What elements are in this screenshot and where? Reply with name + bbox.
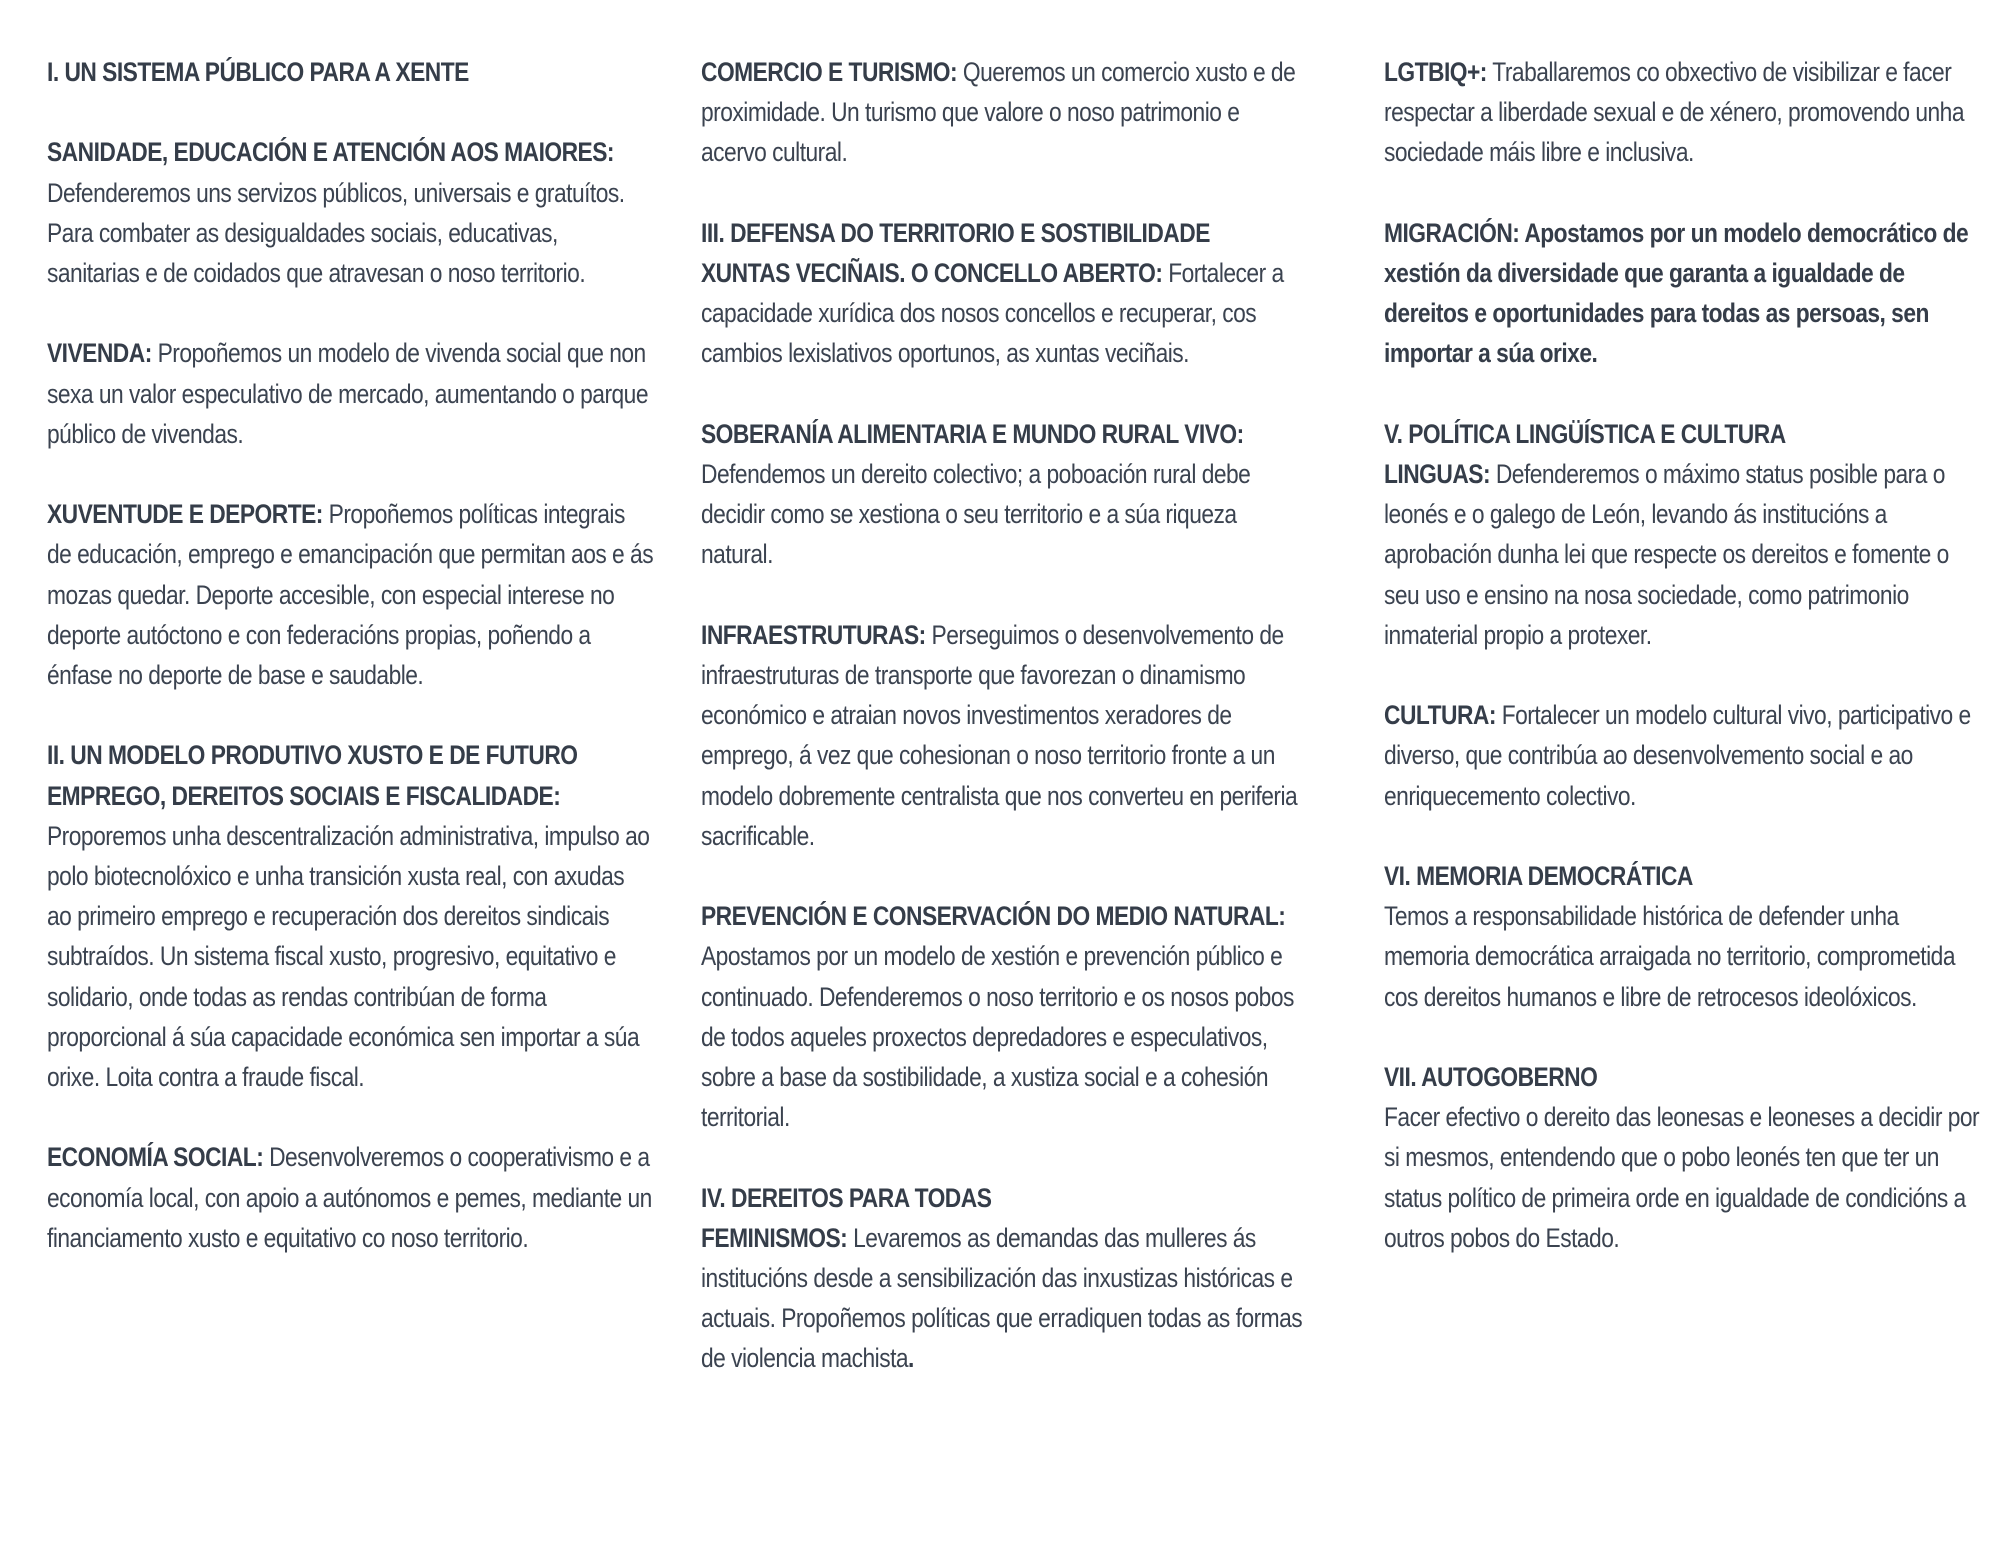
section-6-heading: VI. MEMORIA DEMOCRÁTICA <box>1384 861 1693 891</box>
vivenda-label: VIVENDA: <box>47 338 152 369</box>
section-1-heading: I. UN SISTEMA PÚBLICO PARA A XENTE <box>47 57 469 87</box>
paragraph-vivenda <box>47 333 653 454</box>
section-6-text: Temos a responsabilidade histórica de defender unha memoria democrática arraigada no territorio, comprometida cos dereitos humanos e libre de retrocesos ideolóxicos. <box>1384 901 1955 1012</box>
paragraph-prevencion <box>701 896 1303 1137</box>
emprego-label: EMPREGO, DEREITOS SOCIAIS E FISCALIDADE: <box>47 780 561 811</box>
cultura-text: Fortalecer un modelo cultural vivo, participativo e diverso, que contribúa ao desenvolvemento social e ao enriquecemento colectivo. <box>1384 700 1971 811</box>
paragraph-soberania <box>701 414 1303 575</box>
infra-text: Perseguimos o desenvolvemento de infraestruturas de transporte que favorezan o dinamismo económico e atraian novos investimentos xeradores de emprego, á vez que cohesionan o noso territorio fronte a un modelo dobremente centralista que nos converteu en periferia sacrificable. <box>701 619 1298 851</box>
comercio-text: Queremos un comercio xusto e de proximidade. Un turismo que valore o noso patrimonio e acervo cultural. <box>701 57 1296 168</box>
section-5-heading: V. POLÍTICA LINGÜÍSTICA E CULTURA <box>1384 418 1786 449</box>
economia-label: ECONOMÍA SOCIAL: <box>47 1142 264 1173</box>
paragraph-sanidade <box>47 132 653 293</box>
section-2-heading: II. UN MODELO PRODUTIVO XUSTO E DE FUTURO <box>47 740 578 771</box>
infra-label: INFRAESTRUTURAS: <box>701 619 926 650</box>
column-1 <box>47 52 653 1298</box>
linguas-text: Defenderemos o máximo status posible para o leonés e o galego de León, levando ás institucións a aprobación dunha lei que respecte os dereitos e fomente o seu uso e ensino na nosa sociedade, como patrimonio inmaterial propio a protexer. <box>1384 459 1949 650</box>
emprego-text: Proporemos unha descentralización administrativa, impulso ao polo biotecnolóxico e unha transición xusta real, con axudas ao primeiro emprego e recuperación dos dereitos sindicais subtraídos. Un sistema fiscal xusto, progresivo, equitativo e solidario, onde todas as rendas contribúan de forma proporcional á súa capacidade económica sen importar a súa orixe. Loita contra a fraude fiscal. <box>47 820 650 1093</box>
paragraph-economia <box>47 1137 653 1258</box>
section-6 <box>1384 856 1986 1017</box>
section-3-heading: III. DEFENSA DO TERRITORIO E SOSTIBILIDADE <box>701 217 1210 248</box>
section-7-text: Facer efectivo o dereito das leonesas e leoneses a decidir por si mesmos, entendendo que o pobo leonés ten que ter un status político de primeira orde en igualdade de condicións a outros pobos do Estado. <box>1384 1102 1980 1253</box>
feminismos-label: FEMINISMOS: <box>701 1222 848 1253</box>
comercio-label: COMERCIO E TURISMO: <box>701 57 958 87</box>
paragraph-infraestruturas <box>701 615 1303 856</box>
paragraph-xuventude <box>47 494 653 695</box>
column-3 <box>1384 52 1986 1298</box>
lgtbiq-text: Traballaremos co obxectivo de visibilizar e facer respectar a liberdade sexual e de xénero, promovendo unha sociedade máis libre e inclusiva. <box>1384 57 1964 168</box>
prevencion-text: Apostamos por un modelo de xestión e prevención público e continuado. Defenderemos o noso territorio e os nosos pobos de todos aqueles proxectos depredadores e especulativos, sobre a base da sostibilidade, a xustiza social e a cohesión territorial. <box>701 941 1294 1133</box>
section-4 <box>701 1178 1303 1379</box>
xuventude-label: XUVENTUDE E DEPORTE: <box>47 499 323 530</box>
section-7-heading: VII. AUTOGOBERNO <box>1384 1062 1598 1092</box>
section-5 <box>1384 414 1986 655</box>
feminismos-text: Levaremos as demandas das mulleres ás institucións desde a sensibilización das inxustizas históricas e actuais. Propoñemos políticas que erradiquen todas as formas de violencia machista <box>701 1222 1303 1374</box>
sanidade-label: SANIDADE, EDUCACIÓN E ATENCIÓN AOS MAIORES: <box>47 137 615 168</box>
vivenda-text: Propoñemos un modelo de vivenda social que non sexa un valor especulativo de mercado, aumentando o parque público de vivendas. <box>47 338 649 449</box>
linguas-label: LINGUAS: <box>1384 459 1491 489</box>
xuventude-text: Propoñemos políticas integrais de educación, emprego e emancipación que permitan aos e ás mozas quedar. Deporte accesible, con especial interese no deporte autóctono e con federacións propias, poñendo a énfase no deporte de base e saudable. <box>47 499 654 690</box>
feminismos-end: . <box>908 1343 914 1374</box>
section-7 <box>1384 1057 1986 1258</box>
prevencion-label: PREVENCIÓN E CONSERVACIÓN DO MEDIO NATURAL: <box>701 901 1286 932</box>
lgtbiq-label: LGTBIQ+: <box>1384 57 1487 87</box>
soberania-label: SOBERANÍA ALIMENTARIA E MUNDO RURAL VIVO: <box>701 418 1244 449</box>
column-2 <box>701 52 1303 1419</box>
xuntas-text: Fortalecer a capacidade xurídica dos nosos concellos e recuperar, cos cambios lexislativos oportunos, as xuntas veciñais. <box>701 258 1284 369</box>
cultura-label: CULTURA: <box>1384 700 1496 731</box>
section-3 <box>701 213 1303 374</box>
paragraph-cultura <box>1384 695 1986 816</box>
migracion-text: MIGRACIÓN: Apostamos por un modelo democrático de xestión da diversidade que garanta a igualdade de dereitos e oportunidades para todas as persoas, sen importar a súa orixe. <box>1384 217 1969 369</box>
paragraph-migracion <box>1384 213 1986 374</box>
section-4-heading: IV. DEREITOS PARA TODAS <box>701 1182 992 1213</box>
soberania-text: Defendemos un dereito colectivo; a poboación rural debe decidir como se xestiona o seu territorio e a súa riqueza natural. <box>701 459 1251 570</box>
section-2 <box>47 735 653 1097</box>
paragraph-comercio <box>701 52 1303 173</box>
section-1 <box>47 52 653 92</box>
paragraph-lgtbiq <box>1384 52 1986 173</box>
economia-text: Desenvolveremos o cooperativismo e a economía local, con apoio a autónomos e pemes, mediante un financiamento xusto e equitativo co noso territorio. <box>47 1142 652 1253</box>
sanidade-text: Defenderemos uns servizos públicos, universais e gratuítos. Para combater as desigualdades sociais, educativas, sanitarias e de coidados que atravesan o noso territorio. <box>47 177 625 288</box>
xuntas-label: XUNTAS VECIÑAIS. O CONCELLO ABERTO: <box>701 258 1163 288</box>
